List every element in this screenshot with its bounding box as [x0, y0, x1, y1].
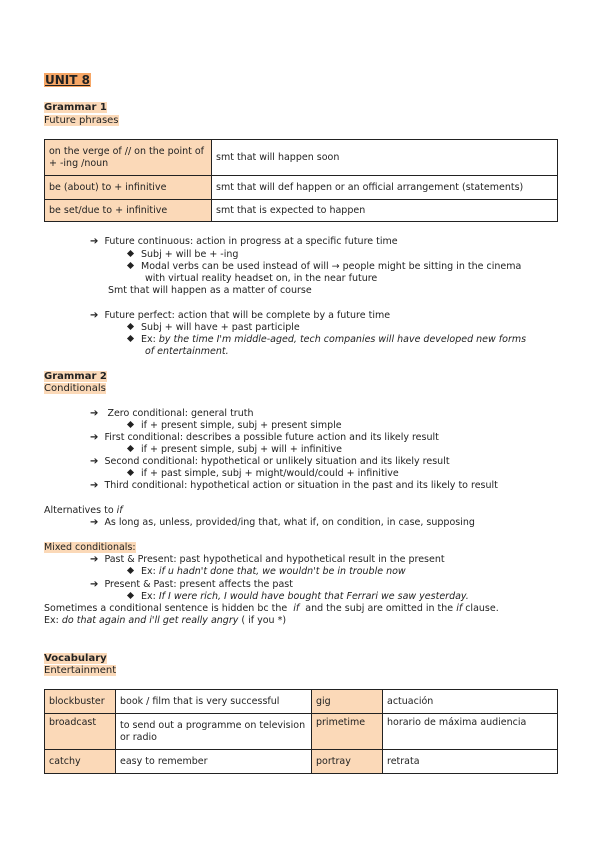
arrow-icon: ➔ [90, 408, 99, 419]
note-text: Smt that will happen as a matter of course [108, 285, 312, 296]
diamond-bullet-icon [127, 323, 134, 330]
definition-cell: actuación [383, 690, 558, 714]
list-item: if + present simple, subj + present simple [128, 420, 342, 432]
list-item: ➔ As long as, unless, provided/ing that, what if, on condition, in case, supposing [90, 517, 475, 528]
table-row [45, 140, 558, 176]
phrase-cell: on the verge of // on the point of + -ing /noun [45, 140, 212, 176]
list-item: Ex: by the time I'm middle-aged, tech companies will have developed new forms [128, 334, 526, 346]
list-item: ➔ Future continuous: action in progress at a specific future time [90, 236, 398, 247]
word-cell: broadcast [45, 714, 116, 750]
mixed-conditionals-heading: Mixed conditionals: [44, 542, 136, 553]
arrow-icon: ➔ [90, 554, 99, 565]
table-row [45, 714, 558, 750]
grammar1-heading: Grammar 1 [44, 102, 107, 113]
list-item: ➔ Future perfect: action that will be complete by a future time [90, 310, 391, 321]
arrow-icon: ➔ [90, 579, 99, 590]
phrase-cell: be set/due to + infinitive [45, 200, 212, 222]
meaning-cell: smt that will happen soon [212, 140, 558, 176]
grammar2-subtitle: Conditionals [44, 383, 106, 394]
arrow-icon: ➔ [90, 517, 99, 528]
vocabulary-table [44, 689, 558, 774]
list-item: Ex: if u hadn't done that, we wouldn't be in trouble now [128, 566, 406, 578]
meaning-cell: smt that is expected to happen [212, 200, 558, 222]
table-row [45, 200, 558, 222]
table-row [45, 750, 558, 774]
list-item-continued: of entertainment. [145, 346, 229, 357]
diamond-bullet-icon [127, 592, 134, 599]
list-item: if + past simple, subj + might/would/could + infinitive [128, 468, 399, 480]
unit-title: UNIT 8 [45, 73, 90, 87]
diamond-bullet-icon [127, 421, 134, 428]
list-item: ➔ Third conditional: hypothetical action or situation in the past and its likely to result [90, 480, 498, 491]
vocabulary-subtitle: Entertainment [44, 665, 117, 676]
list-item: ➔ Second conditional: hypothetical or unlikely situation and its likely result [90, 456, 450, 467]
grammar2-heading: Grammar 2 [44, 371, 107, 382]
arrow-icon: ➔ [90, 236, 99, 247]
hidden-conditional-example: Ex: do that again and i'll get really angry ( if you *) [44, 615, 287, 626]
word-cell: blockbuster [45, 690, 116, 714]
list-item: ➔ First conditional: describes a possible future action and its likely result [90, 432, 439, 443]
vocabulary-heading: Vocabulary [44, 653, 107, 664]
alternatives-label: Alternatives to if [44, 505, 123, 516]
list-item: Subj + will be + -ing [128, 249, 238, 261]
definition-cell: horario de máxima audiencia [383, 714, 558, 750]
arrow-icon: ➔ [90, 432, 99, 443]
phrase-cell: be (about) to + infinitive [45, 176, 212, 200]
list-item-continued: with virtual reality headset on, in the near future [145, 273, 378, 284]
definition-cell: to send out a programme on television or radio [116, 714, 312, 750]
list-item: Modal verbs can be used instead of will → people might be sitting in the cinema [128, 261, 521, 273]
list-item: ➔ Past & Present: past hypothetical and hypothetical result in the present [90, 554, 445, 565]
arrow-icon: ➔ [90, 310, 99, 321]
diamond-bullet-icon [127, 567, 134, 574]
word-cell: primetime [312, 714, 383, 750]
definition-cell: retrata [383, 750, 558, 774]
diamond-bullet-icon [127, 250, 134, 257]
definition-cell: easy to remember [116, 750, 312, 774]
list-item: ➔ Present & Past: present affects the past [90, 579, 293, 590]
meaning-cell: smt that will def happen or an official arrangement (statements) [212, 176, 558, 200]
diamond-bullet-icon [127, 445, 134, 452]
word-cell: gig [312, 690, 383, 714]
table-row [45, 176, 558, 200]
definition-cell: book / film that is very successful [116, 690, 312, 714]
diamond-bullet-icon [127, 262, 134, 269]
table-row [45, 690, 558, 714]
word-cell: catchy [45, 750, 116, 774]
list-item: Subj + will have + past participle [128, 322, 300, 334]
future-phrases-table [44, 139, 558, 222]
grammar1-subtitle: Future phrases [44, 115, 119, 126]
list-item: Ex: If I were rich, I would have bought that Ferrari we saw yesterday. [128, 591, 469, 603]
word-cell: portray [312, 750, 383, 774]
arrow-icon: ➔ [90, 456, 99, 467]
diamond-bullet-icon [127, 335, 134, 342]
list-item: if + present simple, subj + will + infinitive [128, 444, 342, 456]
hidden-conditional-note: Sometimes a conditional sentence is hidden bc the if and the subj are omitted in the if clause. [44, 603, 499, 614]
arrow-icon: ➔ [90, 480, 99, 491]
diamond-bullet-icon [127, 469, 134, 476]
list-item: ➔ Zero conditional: general truth [90, 408, 254, 419]
